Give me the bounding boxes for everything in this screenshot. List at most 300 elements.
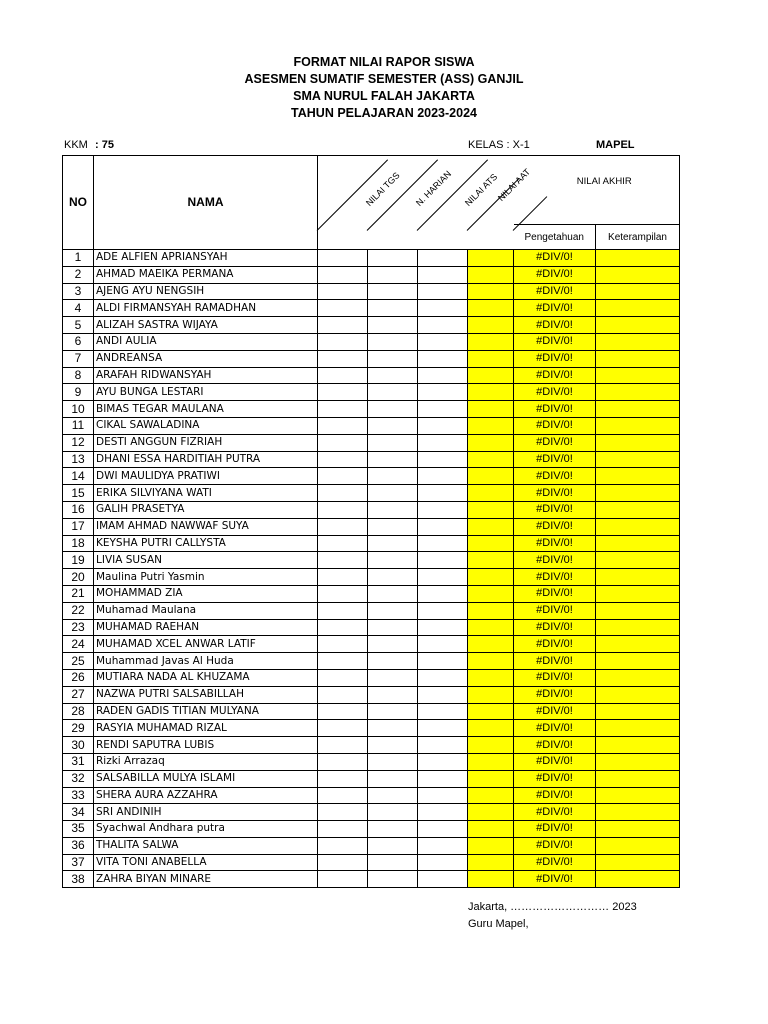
keterampilan-cell[interactable]	[596, 837, 680, 854]
nilai-aat-cell[interactable]	[468, 804, 514, 821]
n-harian-cell[interactable]	[368, 367, 418, 384]
nilai-ats-cell[interactable]	[418, 837, 468, 854]
student-name: AYU BUNGA LESTARI	[94, 384, 318, 401]
nilai-tgs-cell[interactable]	[318, 686, 368, 703]
student-name: ARAFAH RIDWANSYAH	[94, 367, 318, 384]
row-number: 15	[63, 485, 94, 502]
student-name: GALIH PRASETYA	[94, 501, 318, 518]
student-name: CIKAL SAWALADINA	[94, 417, 318, 434]
nilai-tgs-cell[interactable]	[318, 804, 368, 821]
pengetahuan-cell[interactable]: #DIV/0!	[514, 804, 596, 821]
table-row	[63, 250, 680, 267]
nilai-aat-cell[interactable]	[468, 333, 514, 350]
pengetahuan-cell[interactable]: #DIV/0!	[514, 468, 596, 485]
pengetahuan-cell[interactable]: #DIV/0!	[514, 737, 596, 754]
nilai-ats-cell[interactable]	[418, 854, 468, 871]
nilai-tgs-cell[interactable]	[318, 250, 368, 267]
nilai-tgs-cell[interactable]	[318, 317, 368, 334]
nilai-tgs-cell[interactable]	[318, 636, 368, 653]
row-number: 23	[63, 619, 94, 636]
nilai-tgs-cell[interactable]	[318, 300, 368, 317]
nilai-aat-cell[interactable]	[468, 703, 514, 720]
nilai-tgs-cell[interactable]	[318, 871, 368, 888]
nilai-aat-cell[interactable]	[468, 266, 514, 283]
nilai-aat-cell[interactable]	[468, 552, 514, 569]
n-harian-cell[interactable]	[368, 317, 418, 334]
pengetahuan-cell[interactable]: #DIV/0!	[514, 451, 596, 468]
nilai-aat-cell[interactable]	[468, 250, 514, 267]
table-row	[63, 602, 680, 619]
student-name: NAZWA PUTRI SALSABILLAH	[94, 686, 318, 703]
keterampilan-cell[interactable]	[596, 367, 680, 384]
n-harian-cell[interactable]	[368, 837, 418, 854]
nilai-tgs-cell[interactable]	[318, 821, 368, 838]
keterampilan-cell[interactable]	[596, 552, 680, 569]
nilai-tgs-cell[interactable]	[318, 669, 368, 686]
nilai-tgs-cell[interactable]	[318, 703, 368, 720]
nilai-ats-cell[interactable]	[418, 350, 468, 367]
keterampilan-cell[interactable]	[596, 283, 680, 300]
nilai-aat-cell[interactable]	[468, 770, 514, 787]
row-number: 5	[63, 317, 94, 334]
header-pengetahuan: Pengetahuan	[514, 225, 596, 250]
n-harian-cell[interactable]	[368, 770, 418, 787]
nilai-ats-cell[interactable]	[418, 602, 468, 619]
nilai-tgs-cell[interactable]	[318, 737, 368, 754]
nilai-tgs-cell[interactable]	[318, 569, 368, 586]
nilai-aat-cell[interactable]	[468, 871, 514, 888]
student-name: LIVIA SUSAN	[94, 552, 318, 569]
keterampilan-cell[interactable]	[596, 653, 680, 670]
n-harian-cell[interactable]	[368, 669, 418, 686]
nilai-aat-cell[interactable]	[468, 585, 514, 602]
n-harian-cell[interactable]	[368, 871, 418, 888]
pengetahuan-cell[interactable]: #DIV/0!	[514, 417, 596, 434]
n-harian-cell[interactable]	[368, 384, 418, 401]
student-name: ZAHRA BIYAN MINARE	[94, 871, 318, 888]
nilai-ats-cell[interactable]	[418, 585, 468, 602]
nilai-tgs-cell[interactable]	[318, 451, 368, 468]
row-number: 3	[63, 283, 94, 300]
nilai-aat-cell[interactable]	[468, 434, 514, 451]
nilai-ats-cell[interactable]	[418, 686, 468, 703]
row-number: 12	[63, 434, 94, 451]
keterampilan-cell[interactable]	[596, 451, 680, 468]
nilai-aat-cell[interactable]	[468, 300, 514, 317]
table-row	[63, 518, 680, 535]
nilai-ats-cell[interactable]	[418, 653, 468, 670]
pengetahuan-cell[interactable]: #DIV/0!	[514, 283, 596, 300]
nilai-aat-cell[interactable]	[468, 367, 514, 384]
pengetahuan-cell[interactable]: #DIV/0!	[514, 871, 596, 888]
n-harian-cell[interactable]	[368, 250, 418, 267]
row-number: 19	[63, 552, 94, 569]
nilai-ats-cell[interactable]	[418, 804, 468, 821]
n-harian-cell[interactable]	[368, 686, 418, 703]
nilai-ats-cell[interactable]	[418, 317, 468, 334]
nilai-aat-cell[interactable]	[468, 686, 514, 703]
n-harian-cell[interactable]	[368, 518, 418, 535]
nilai-tgs-cell[interactable]	[318, 283, 368, 300]
student-name: AJENG AYU NENGSIH	[94, 283, 318, 300]
pengetahuan-cell[interactable]: #DIV/0!	[514, 854, 596, 871]
pengetahuan-cell[interactable]: #DIV/0!	[514, 333, 596, 350]
n-harian-cell[interactable]	[368, 535, 418, 552]
pengetahuan-cell[interactable]: #DIV/0!	[514, 401, 596, 418]
table-body	[63, 250, 680, 888]
n-harian-cell[interactable]	[368, 333, 418, 350]
nilai-tgs-cell[interactable]	[318, 367, 368, 384]
pengetahuan-cell[interactable]: #DIV/0!	[514, 686, 596, 703]
keterampilan-cell[interactable]	[596, 317, 680, 334]
nilai-ats-cell[interactable]	[418, 501, 468, 518]
n-harian-cell[interactable]	[368, 417, 418, 434]
nilai-aat-cell[interactable]	[468, 569, 514, 586]
nilai-ats-cell[interactable]	[418, 333, 468, 350]
nilai-ats-cell[interactable]	[418, 283, 468, 300]
n-harian-cell[interactable]	[368, 552, 418, 569]
nilai-tgs-cell[interactable]	[318, 770, 368, 787]
student-name: AHMAD MAEIKA PERMANA	[94, 266, 318, 283]
keterampilan-cell[interactable]	[596, 871, 680, 888]
row-number: 34	[63, 804, 94, 821]
nilai-aat-cell[interactable]	[468, 602, 514, 619]
n-harian-cell[interactable]	[368, 703, 418, 720]
nilai-aat-cell[interactable]	[468, 619, 514, 636]
table-row	[63, 686, 680, 703]
student-name: SHERA AURA AZZAHRA	[94, 787, 318, 804]
keterampilan-cell[interactable]	[596, 737, 680, 754]
nilai-ats-cell[interactable]	[418, 821, 468, 838]
pengetahuan-cell[interactable]: #DIV/0!	[514, 619, 596, 636]
keterampilan-cell[interactable]	[596, 669, 680, 686]
nilai-tgs-cell[interactable]	[318, 753, 368, 770]
row-number: 2	[63, 266, 94, 283]
nilai-ats-cell[interactable]	[418, 703, 468, 720]
nilai-ats-cell[interactable]	[418, 619, 468, 636]
student-name: THALITA SALWA	[94, 837, 318, 854]
n-harian-cell[interactable]	[368, 821, 418, 838]
table-row	[63, 501, 680, 518]
pengetahuan-cell[interactable]: #DIV/0!	[514, 367, 596, 384]
nilai-tgs-cell[interactable]	[318, 333, 368, 350]
n-harian-cell[interactable]	[368, 350, 418, 367]
keterampilan-cell[interactable]	[596, 350, 680, 367]
n-harian-cell[interactable]	[368, 266, 418, 283]
nilai-aat-cell[interactable]	[468, 485, 514, 502]
nilai-tgs-cell[interactable]	[318, 501, 368, 518]
n-harian-cell[interactable]	[368, 619, 418, 636]
nilai-aat-cell[interactable]	[468, 821, 514, 838]
header-nilai-akhir: NILAI AKHIR	[514, 156, 680, 225]
keterampilan-cell[interactable]	[596, 619, 680, 636]
nilai-ats-cell[interactable]	[418, 871, 468, 888]
nilai-ats-cell[interactable]	[418, 250, 468, 267]
n-harian-cell[interactable]	[368, 300, 418, 317]
kelas-label: KELAS : X-1	[468, 139, 530, 151]
nilai-aat-cell[interactable]	[468, 653, 514, 670]
pengetahuan-cell[interactable]: #DIV/0!	[514, 585, 596, 602]
table-row	[63, 535, 680, 552]
keterampilan-cell[interactable]	[596, 434, 680, 451]
nilai-ats-cell[interactable]	[418, 636, 468, 653]
nilai-ats-cell[interactable]	[418, 367, 468, 384]
nilai-tgs-cell[interactable]	[318, 350, 368, 367]
nilai-tgs-cell[interactable]	[318, 837, 368, 854]
nilai-ats-cell[interactable]	[418, 518, 468, 535]
nilai-ats-cell[interactable]	[418, 753, 468, 770]
pengetahuan-cell[interactable]: #DIV/0!	[514, 787, 596, 804]
table-row	[63, 333, 680, 350]
pengetahuan-cell[interactable]: #DIV/0!	[514, 434, 596, 451]
nilai-tgs-cell[interactable]	[318, 552, 368, 569]
student-name: RENDI SAPUTRA LUBIS	[94, 737, 318, 754]
nilai-tgs-cell[interactable]	[318, 401, 368, 418]
header-top-line	[317, 155, 567, 156]
row-number: 17	[63, 518, 94, 535]
pengetahuan-cell[interactable]: #DIV/0!	[514, 669, 596, 686]
pengetahuan-cell[interactable]: #DIV/0!	[514, 602, 596, 619]
nilai-aat-cell[interactable]	[468, 384, 514, 401]
table-row	[63, 787, 680, 804]
nilai-aat-cell[interactable]	[468, 451, 514, 468]
keterampilan-cell[interactable]	[596, 333, 680, 350]
nilai-ats-cell[interactable]	[418, 468, 468, 485]
keterampilan-cell[interactable]	[596, 266, 680, 283]
n-harian-cell[interactable]	[368, 501, 418, 518]
pengetahuan-cell[interactable]: #DIV/0!	[514, 485, 596, 502]
nilai-aat-cell[interactable]	[468, 535, 514, 552]
table-row	[63, 619, 680, 636]
n-harian-cell[interactable]	[368, 737, 418, 754]
table-row	[63, 585, 680, 602]
nilai-aat-cell[interactable]	[468, 854, 514, 871]
keterampilan-cell[interactable]	[596, 485, 680, 502]
nilai-aat-cell[interactable]	[468, 636, 514, 653]
table-row	[63, 871, 680, 888]
table-row	[63, 367, 680, 384]
keterampilan-cell[interactable]	[596, 535, 680, 552]
n-harian-cell[interactable]	[368, 636, 418, 653]
pengetahuan-cell[interactable]: #DIV/0!	[514, 535, 596, 552]
keterampilan-cell[interactable]	[596, 720, 680, 737]
n-harian-cell[interactable]	[368, 468, 418, 485]
nilai-ats-cell[interactable]	[418, 300, 468, 317]
n-harian-cell[interactable]	[368, 753, 418, 770]
keterampilan-cell[interactable]	[596, 753, 680, 770]
n-harian-cell[interactable]	[368, 485, 418, 502]
n-harian-cell[interactable]	[368, 653, 418, 670]
keterampilan-cell[interactable]	[596, 250, 680, 267]
pengetahuan-cell[interactable]: #DIV/0!	[514, 653, 596, 670]
nilai-tgs-cell[interactable]	[318, 854, 368, 871]
pengetahuan-cell[interactable]: #DIV/0!	[514, 501, 596, 518]
header-keterampilan: Keterampilan	[596, 225, 680, 250]
nilai-tgs-cell[interactable]	[318, 619, 368, 636]
keterampilan-cell[interactable]	[596, 770, 680, 787]
pengetahuan-cell[interactable]: #DIV/0!	[514, 770, 596, 787]
nilai-tgs-cell[interactable]	[318, 720, 368, 737]
nilai-tgs-cell[interactable]	[318, 434, 368, 451]
student-name: RADEN GADIS TITIAN MULYANA	[94, 703, 318, 720]
n-harian-cell[interactable]	[368, 401, 418, 418]
n-harian-cell[interactable]	[368, 602, 418, 619]
nilai-aat-cell[interactable]	[468, 317, 514, 334]
n-harian-cell[interactable]	[368, 854, 418, 871]
pengetahuan-cell[interactable]: #DIV/0!	[514, 753, 596, 770]
pengetahuan-cell[interactable]: #DIV/0!	[514, 821, 596, 838]
footer-signer: Guru Mapel,	[468, 918, 529, 930]
row-number: 29	[63, 720, 94, 737]
nilai-tgs-cell[interactable]	[318, 468, 368, 485]
keterampilan-cell[interactable]	[596, 686, 680, 703]
nilai-ats-cell[interactable]	[418, 569, 468, 586]
nilai-aat-cell[interactable]	[468, 669, 514, 686]
nilai-aat-cell[interactable]	[468, 350, 514, 367]
row-number: 20	[63, 569, 94, 586]
keterampilan-cell[interactable]	[596, 384, 680, 401]
n-harian-cell[interactable]	[368, 787, 418, 804]
keterampilan-cell[interactable]	[596, 821, 680, 838]
nilai-tgs-cell[interactable]	[318, 535, 368, 552]
table-row	[63, 451, 680, 468]
nilai-ats-cell[interactable]	[418, 384, 468, 401]
pengetahuan-cell[interactable]: #DIV/0!	[514, 837, 596, 854]
n-harian-cell[interactable]	[368, 569, 418, 586]
n-harian-cell[interactable]	[368, 451, 418, 468]
nilai-aat-cell[interactable]	[468, 753, 514, 770]
keterampilan-cell[interactable]	[596, 401, 680, 418]
nilai-aat-cell[interactable]	[468, 417, 514, 434]
keterampilan-cell[interactable]	[596, 787, 680, 804]
nilai-aat-cell[interactable]	[468, 501, 514, 518]
keterampilan-cell[interactable]	[596, 569, 680, 586]
n-harian-cell[interactable]	[368, 585, 418, 602]
keterampilan-cell[interactable]	[596, 585, 680, 602]
keterampilan-cell[interactable]	[596, 804, 680, 821]
keterampilan-cell[interactable]	[596, 854, 680, 871]
header-nilai-tgs: NILAI TGS	[363, 170, 402, 208]
row-number: 27	[63, 686, 94, 703]
pengetahuan-cell[interactable]: #DIV/0!	[514, 300, 596, 317]
nilai-tgs-cell[interactable]	[318, 585, 368, 602]
nilai-tgs-cell[interactable]	[318, 653, 368, 670]
nilai-ats-cell[interactable]	[418, 770, 468, 787]
nilai-ats-cell[interactable]	[418, 266, 468, 283]
row-number: 36	[63, 837, 94, 854]
row-number: 7	[63, 350, 94, 367]
title-line-3: SMA NURUL FALAH JAKARTA	[293, 89, 475, 103]
pengetahuan-cell[interactable]: #DIV/0!	[514, 250, 596, 267]
nilai-tgs-cell[interactable]	[318, 417, 368, 434]
table-row	[63, 720, 680, 737]
title-line-4: TAHUN PELAJARAN 2023-2024	[291, 106, 477, 120]
row-number: 18	[63, 535, 94, 552]
keterampilan-cell[interactable]	[596, 468, 680, 485]
keterampilan-cell[interactable]	[596, 602, 680, 619]
keterampilan-cell[interactable]	[596, 417, 680, 434]
nilai-aat-cell[interactable]	[468, 737, 514, 754]
pengetahuan-cell[interactable]: #DIV/0!	[514, 350, 596, 367]
nilai-ats-cell[interactable]	[418, 552, 468, 569]
keterampilan-cell[interactable]	[596, 518, 680, 535]
nilai-tgs-cell[interactable]	[318, 266, 368, 283]
nilai-ats-cell[interactable]	[418, 787, 468, 804]
pengetahuan-cell[interactable]: #DIV/0!	[514, 569, 596, 586]
pengetahuan-cell[interactable]: #DIV/0!	[514, 552, 596, 569]
pengetahuan-cell[interactable]: #DIV/0!	[514, 384, 596, 401]
pengetahuan-cell[interactable]: #DIV/0!	[514, 703, 596, 720]
row-number: 30	[63, 737, 94, 754]
nilai-ats-cell[interactable]	[418, 535, 468, 552]
student-name: DHANI ESSA HARDITIAH PUTRA	[94, 451, 318, 468]
grade-table	[62, 155, 680, 888]
nilai-aat-cell[interactable]	[468, 720, 514, 737]
row-number: 22	[63, 602, 94, 619]
nilai-tgs-cell[interactable]	[318, 602, 368, 619]
keterampilan-cell[interactable]	[596, 501, 680, 518]
pengetahuan-cell[interactable]: #DIV/0!	[514, 518, 596, 535]
nilai-ats-cell[interactable]	[418, 434, 468, 451]
nilai-aat-cell[interactable]	[468, 283, 514, 300]
nilai-tgs-cell[interactable]	[318, 518, 368, 535]
table-row	[63, 468, 680, 485]
student-name: KEYSHA PUTRI CALLYSTA	[94, 535, 318, 552]
nilai-tgs-cell[interactable]	[318, 787, 368, 804]
row-number: 38	[63, 871, 94, 888]
keterampilan-cell[interactable]	[596, 636, 680, 653]
nilai-aat-cell[interactable]	[468, 468, 514, 485]
student-name: Muhammad Javas Al Huda	[94, 653, 318, 670]
pengetahuan-cell[interactable]: #DIV/0!	[514, 720, 596, 737]
nilai-ats-cell[interactable]	[418, 485, 468, 502]
nilai-aat-cell[interactable]	[468, 401, 514, 418]
header-no: NO	[63, 156, 94, 250]
pengetahuan-cell[interactable]: #DIV/0!	[514, 266, 596, 283]
pengetahuan-cell[interactable]: #DIV/0!	[514, 317, 596, 334]
table-row	[63, 384, 680, 401]
nilai-tgs-cell[interactable]	[318, 485, 368, 502]
nilai-aat-cell[interactable]	[468, 518, 514, 535]
row-number: 28	[63, 703, 94, 720]
nilai-ats-cell[interactable]	[418, 669, 468, 686]
student-name: ERIKA SILVIYANA WATI	[94, 485, 318, 502]
row-number: 35	[63, 821, 94, 838]
nilai-aat-cell[interactable]	[468, 787, 514, 804]
pengetahuan-cell[interactable]: #DIV/0!	[514, 636, 596, 653]
n-harian-cell[interactable]	[368, 283, 418, 300]
nilai-ats-cell[interactable]	[418, 451, 468, 468]
nilai-ats-cell[interactable]	[418, 720, 468, 737]
student-name: ANDI AULIA	[94, 333, 318, 350]
row-number: 25	[63, 653, 94, 670]
footer-place-date: Jakarta, ……………………… 2023	[468, 901, 637, 913]
nilai-ats-cell[interactable]	[418, 401, 468, 418]
keterampilan-cell[interactable]	[596, 703, 680, 720]
nilai-tgs-cell[interactable]	[318, 384, 368, 401]
nilai-aat-cell[interactable]	[468, 837, 514, 854]
n-harian-cell[interactable]	[368, 720, 418, 737]
student-name: MOHAMMAD ZIA	[94, 585, 318, 602]
n-harian-cell[interactable]	[368, 434, 418, 451]
nilai-ats-cell[interactable]	[418, 737, 468, 754]
nilai-ats-cell[interactable]	[418, 417, 468, 434]
n-harian-cell[interactable]	[368, 804, 418, 821]
table-row	[63, 552, 680, 569]
table-row	[63, 854, 680, 871]
mapel-label: MAPEL	[596, 139, 635, 151]
keterampilan-cell[interactable]	[596, 300, 680, 317]
